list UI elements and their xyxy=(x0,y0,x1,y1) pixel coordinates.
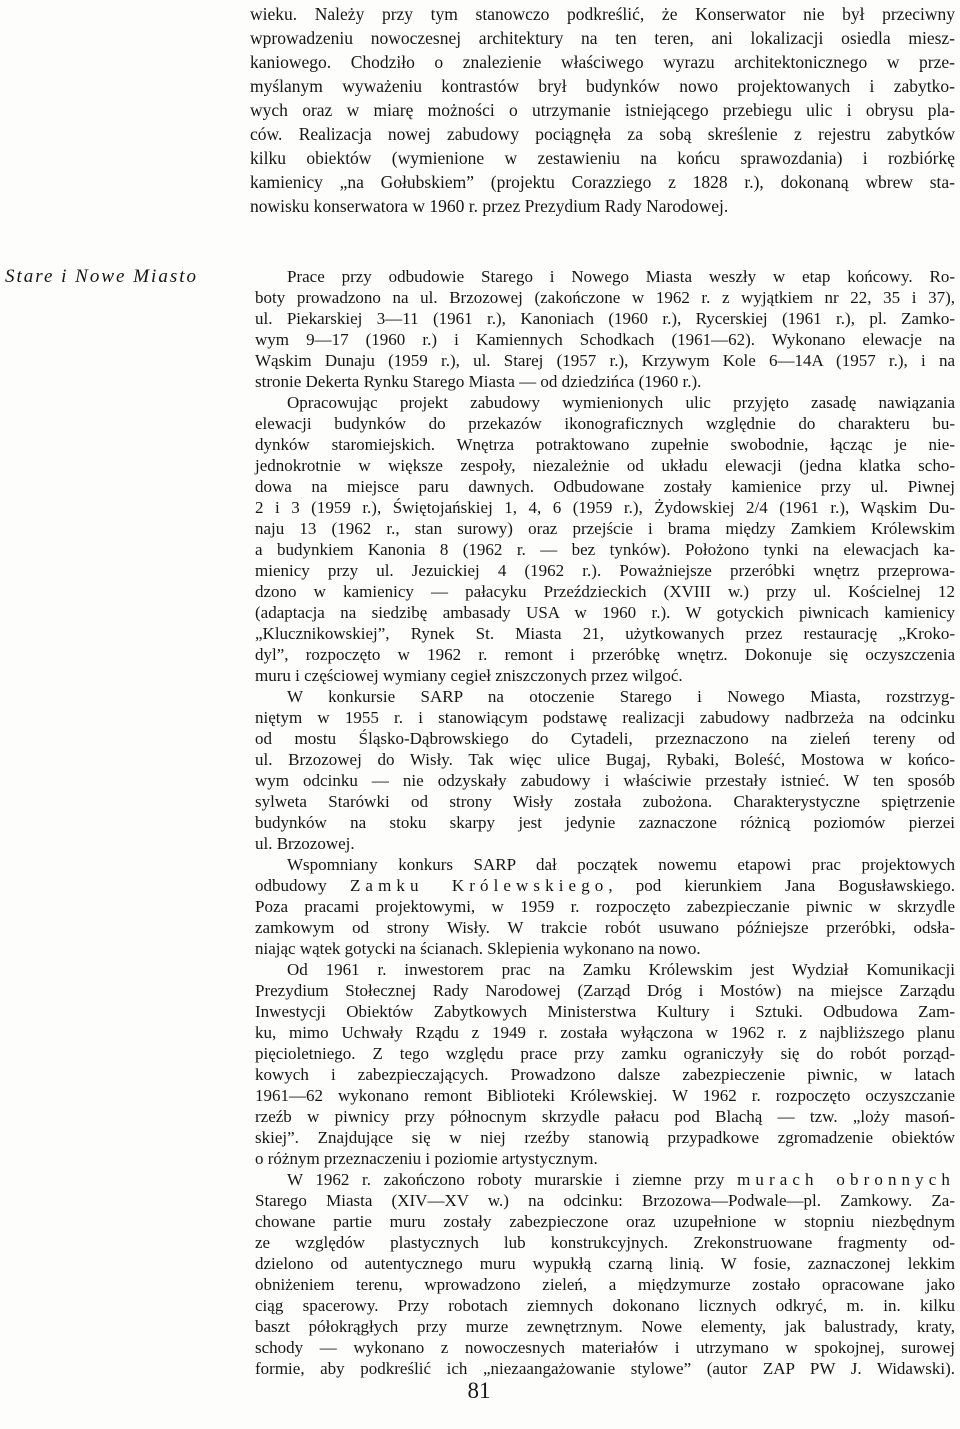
text-line: stronie Dekerta Rynku Starego Miasta — od dziedzińca (1960 r.). xyxy=(255,372,702,391)
text-line: wprowadzeniu nowoczesnej architektury na ten teren, ani lokalizacji osiedla miesz- xyxy=(250,28,955,48)
text-line: pięcioletniego. Z tego względu prace przy zamku ograniczyły się do robót porząd- xyxy=(255,1044,955,1063)
text-line: elewacji budynków do przekazów ikonograficznych względnie do charakteru bu- xyxy=(255,414,955,433)
text-line: Od 1961 r. inwestorem prac na Zamku Królewskim jest Wydział Komunikacji xyxy=(287,960,955,979)
text-line: wym odcinku — nie odzyskały zabudowy i właściwie przestały istnieć. W ten sposób xyxy=(255,771,955,790)
text-line: jednokrotnie w większe zespoły, niezależnie od układu elewacji (jedna klatka scho- xyxy=(255,456,955,475)
text-line: chowane partie muru zostały zabezpieczone oraz uzupełnione w stopniu niezbędnym xyxy=(255,1212,955,1231)
text-line: Inwestycji Obiektów Zabytkowych Ministerstwa Kultury i Sztuki. Odbudowa Zam- xyxy=(255,1002,955,1021)
text-line xyxy=(255,875,955,896)
text-line: rzeźb w piwnicy przy północnym skrzydle pałacu pod Blachą — tzw. „loży masoń- xyxy=(255,1107,955,1126)
text-line: niając wątek gotycki na ścianach. Sklepienia wykonano na nowo. xyxy=(255,939,701,958)
text-line: dynków staromiejskich. Wnętrza potraktowano zupełnie swobodnie, łącząc je nie- xyxy=(255,435,955,454)
text-line: budynków na stoku skarpy jest jedynie zaznaczone różnicą poziomów pierzei xyxy=(255,813,955,832)
text-line: dzono w kamienicy — pałacyku Przeździeckich (XVIII w.) przy ul. Kościelnej 12 xyxy=(255,582,955,601)
text-line: sylweta Starówki od strony Wisły została zubożona. Charakterystyczne spiętrzenie xyxy=(255,792,955,811)
text-line: od mostu Śląsko-Dąbrowskiego do Cytadeli, przeznaczono na zieleń tereny od xyxy=(255,729,955,748)
text-line: ul. Piekarskiej 3—11 (1961 r.), Kanoniach (1960 r.), Rycerskiej (1961 r.), pl. Zamko- xyxy=(255,309,955,328)
text-line: obniżeniem terenu, wprowadzono zieleń, a międzymurze zostało opracowane jako xyxy=(255,1275,955,1294)
text-line: kilku obiektów (wymienione w zestawieniu na końcu sprawozdania) i rozbiórkę xyxy=(250,148,955,168)
text-segment: , pod kierunkiem Jana Bogusławskiego. xyxy=(608,876,956,895)
text-line: wieku. Należy przy tym stanowczo podkreślić, że Konserwator nie był przeciwny xyxy=(250,4,955,24)
text-line: wym 9—17 (1960 r.) i Kamiennych Schodkach (1961—62). Wykonano elewacje na xyxy=(255,330,955,349)
spaced-emphasis: Zamku Królewskiego xyxy=(349,876,609,895)
text-line: dyl”, rozpoczęto w 1962 r. remont i przeróbkę wnętrz. Dokonuje się oczyszczenia xyxy=(255,645,955,664)
text-line: myślanym wyważeniu kontrastów brył budynków nowo projektowanych i zabytko- xyxy=(250,76,955,96)
text-line: 1961—62 wykonano remont Biblioteki Królewskiej. W 1962 r. rozpoczęto oczyszczanie xyxy=(255,1086,955,1105)
text-line: Prezydium Stołecznej Rady Narodowej (Zarząd Dróg i Mostów) na miejsce Zarządu xyxy=(255,981,955,1000)
text-line xyxy=(255,1169,955,1190)
page-number: 81 xyxy=(467,1378,491,1403)
text-line: kamienicy „na Gołubskiem” (projektu Corazziego z 1828 r.), dokonaną wbrew sta- xyxy=(250,172,955,192)
text-line: W konkursie SARP na otoczenie Starego i Nowego Miasta, rozstrzyg- xyxy=(287,687,955,706)
text-line: ców. Realizacja nowej zabudowy pociągnęła za sobą skreślenie z rejestru zabytków xyxy=(250,124,955,144)
text-line: Wspomniany konkurs SARP dał początek nowemu etapowi prac projektowych xyxy=(287,855,955,874)
text-line: niętym w 1955 r. i stanowiącym podstawę realizacji zabudowy nadbrzeża na odcinku xyxy=(255,708,955,727)
text-segment: odbudowy xyxy=(255,876,350,895)
text-segment: W 1962 r. zakończono roboty murarskie i ziemne przy xyxy=(287,1170,738,1189)
intro-paragraph xyxy=(250,2,955,218)
text-line: (adaptacja na siedzibę ambasady USA w 1960 r.). W gotyckich piwnicach kamienicy xyxy=(255,603,955,622)
text-line: ul. Brzozowej. xyxy=(255,834,355,853)
text-line: wych oraz w miarę możności o utrzymanie istniejącego przebiegu ulic i obrysu pla- xyxy=(250,100,955,120)
text-line: muru i częściowej wymiany cegieł zniszczonych przez wilgoć. xyxy=(255,666,683,685)
text-line: naju 13 (1962 r., stan surowy) oraz przejście i brama między Zamkiem Królewskim xyxy=(255,519,955,538)
text-line: a budynkiem Kanonia 8 (1962 r. — bez tynków). Położono tynki na elewacjach ka- xyxy=(255,540,955,559)
spaced-emphasis: murach obronnych xyxy=(737,1170,955,1189)
section-heading: Stare i Nowe Miasto xyxy=(5,266,198,287)
text-line: o różnym przeznaczeniu i poziomie artystycznym. xyxy=(255,1149,598,1168)
text-line: kaniowego. Chodziło o znalezienie właściwego wyrazu architektonicznego w prze- xyxy=(250,52,955,72)
text-line: ciąg spacerowy. Przy robotach ziemnych dokonano licznych odkryć, m. in. kilku xyxy=(255,1296,955,1315)
text-line: kowych i zabezpieczających. Prowadzono dalsze zabezpieczenie piwnic, w latach xyxy=(255,1065,955,1084)
section-body xyxy=(255,266,955,1379)
text-line: boty prowadzono na ul. Brzozowej (zakończone w 1962 r. z wyjątkiem nr 22, 35 i 37), xyxy=(255,288,955,307)
text-line: „Klucznikowskiej”, Rynek St. Miasta 21, użytkowanych przez restaurację „Kroko- xyxy=(255,624,955,643)
text-line: Wąskim Dunaju (1959 r.), ul. Starej (1957 r.), Krzywym Kole 6—14A (1957 r.), i na xyxy=(255,351,955,370)
text-line: Starego Miasta (XIV—XV w.) na odcinku: Brzozowa—Podwale—pl. Zamkowy. Za- xyxy=(255,1191,955,1210)
text-line: dzielono od autentycznego muru wypukłą czarną linią. W fosie, zaznaczonej lekkim xyxy=(255,1254,955,1273)
text-line: nowisku konserwatora w 1960 r. przez Prezydium Rady Narodowej. xyxy=(250,196,729,216)
text-line: skiej”. Znajdujące się w niej rzeźby stanowią przypadkowe zgromadzenie obiektów xyxy=(255,1128,955,1147)
text-line: formie, aby podkreślić ich „niezaangażowanie stylowe” (autor ZAP PW J. Widawski). xyxy=(255,1359,955,1378)
text-line: zamkowym od strony Wisły. W trakcie robót usuwano późniejsze przeróbki, odsła- xyxy=(255,918,955,937)
text-line: baszt półokrągłych przy murze zewnętrznym. Nowe elementy, jak balustrady, kraty, xyxy=(255,1317,955,1336)
text-line: Opracowując projekt zabudowy wymienionych ulic przyjęto zasadę nawiązania xyxy=(287,393,955,412)
text-line: Poza pracami projektowymi, w 1959 r. rozpoczęto zabezpieczanie piwnic w skrzydle xyxy=(255,897,955,916)
text-line: mienicy przy ul. Jezuickiej 4 (1962 r.). Poważniejsze przeróbki wnętrz przeprowa- xyxy=(255,561,955,580)
text-line: schody — wykonano z nowoczesnych materiałów i utrzymano w spokojnej, surowej xyxy=(255,1338,955,1357)
text-line: ku, mimo Uchwały Rządu z 1949 r. została wyłączona w 1962 r. z najbliższego planu xyxy=(255,1023,955,1042)
text-line: Prace przy odbudowie Starego i Nowego Miasta weszły w etap końcowy. Ro- xyxy=(287,267,955,286)
text-line: 2 i 3 (1959 r.), Świętojańskiej 1, 4, 6 (1959 r.), Żydowskiej 2/4 (1961 r.), Wąskim Du- xyxy=(255,498,955,517)
text-line: ul. Brzozowej do Wisły. Tak więc ulice Bugaj, Rybaki, Boleść, Mostowa w końco- xyxy=(255,750,955,769)
text-line: ze względów plastycznych lub konstrukcyjnych. Zrekonstruowane fragmenty od- xyxy=(255,1233,955,1252)
text-line: dowa na miejsce paru dawnych. Odbudowane zostały kamienice przy ul. Piwnej xyxy=(255,477,955,496)
